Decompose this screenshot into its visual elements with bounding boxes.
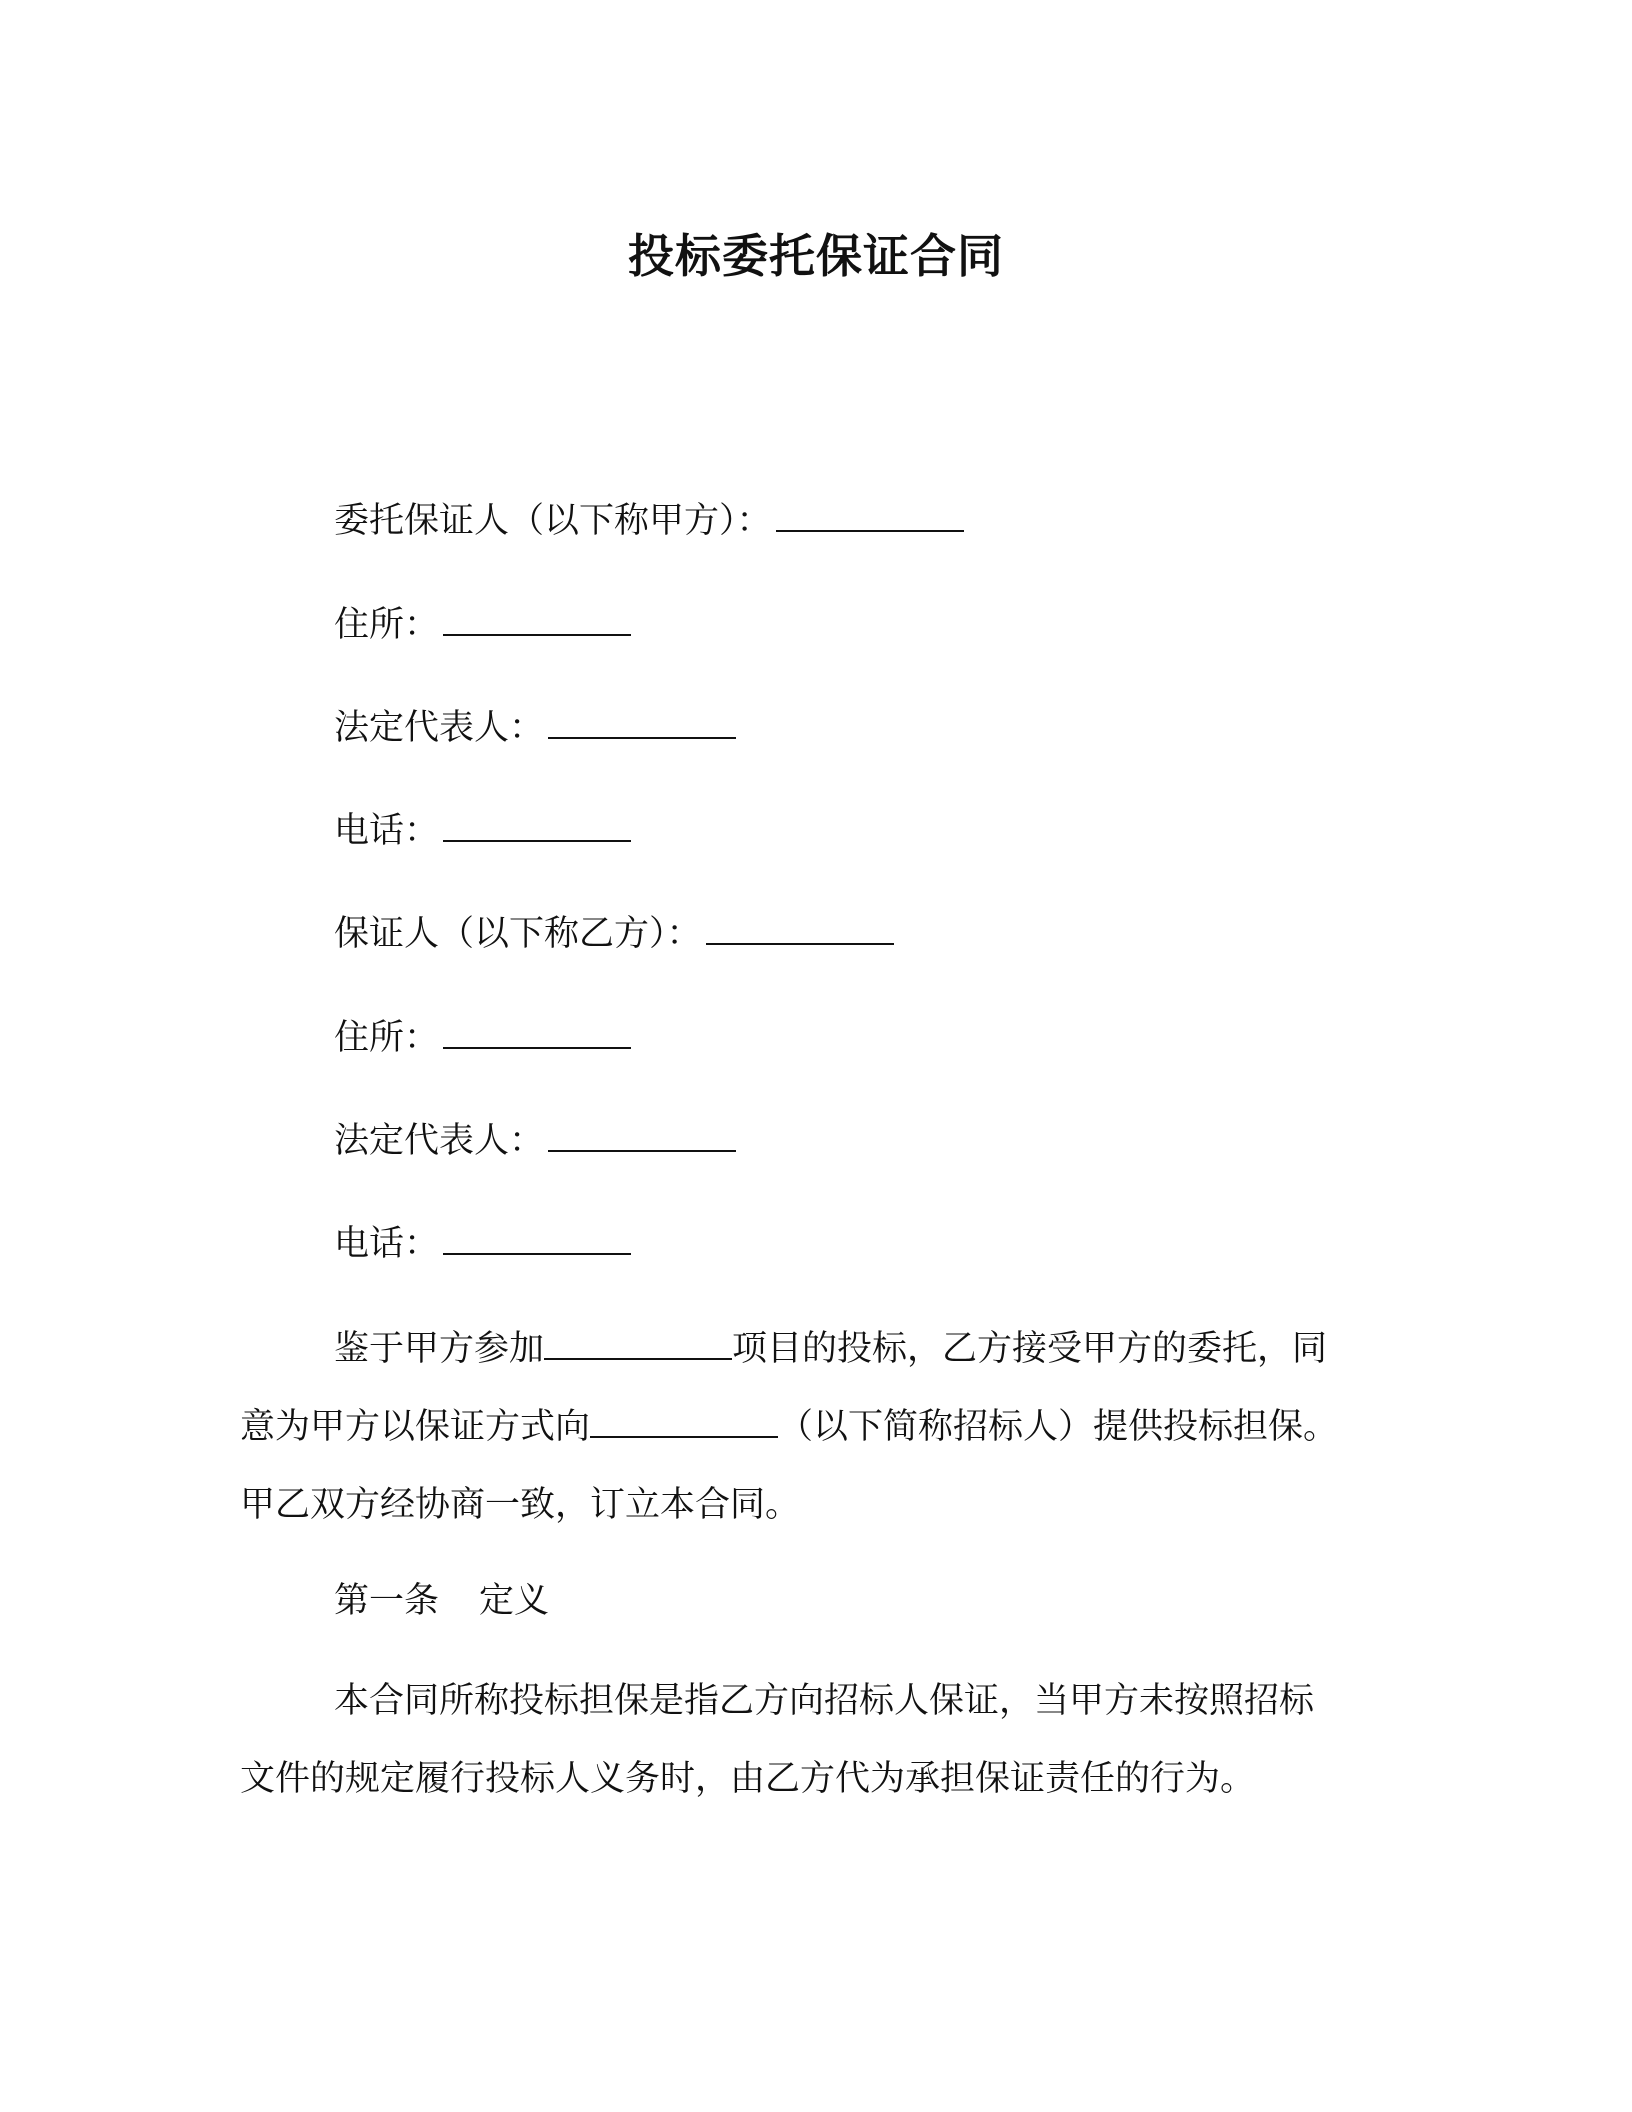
party-a-rep-field [334, 703, 736, 753]
party-b-phone-field [334, 1219, 631, 1269]
party-b-address-blank[interactable] [443, 1017, 631, 1049]
party-a-rep-label: 法定代表人： [334, 708, 545, 748]
preamble-text: （以下简称招标人）提供投标担保。 [778, 1407, 1339, 1447]
party-a-phone-label: 电话： [334, 811, 440, 851]
tenderer-blank[interactable] [590, 1406, 778, 1438]
party-a-label: 委托保证人（以下称甲方）： [334, 501, 772, 541]
preamble-line-3: 甲乙双方经协商一致，订立本合同。 [240, 1485, 801, 1525]
article-1-number: 第一条 [334, 1581, 440, 1621]
preamble-paragraph [240, 1310, 1380, 1544]
party-a-address-field [334, 600, 631, 650]
party-b-rep-blank[interactable] [548, 1120, 736, 1152]
article-1-heading [334, 1576, 549, 1626]
preamble-text: 鉴于甲方参加 [334, 1329, 545, 1369]
party-b-rep-label: 法定代表人： [334, 1121, 545, 1161]
document-title: 投标委托保证合同 [628, 229, 1004, 283]
party-b-field [334, 909, 894, 959]
article-1-paragraph [240, 1662, 1380, 1818]
party-b-label: 保证人（以下称乙方）： [334, 914, 702, 954]
party-a-field [334, 496, 964, 546]
article-1-line-2: 文件的规定履行投标人义务时，由乙方代为承担保证责任的行为。 [240, 1759, 1256, 1799]
party-b-address-label: 住所： [334, 1018, 440, 1058]
party-a-phone-blank[interactable] [443, 810, 631, 842]
party-a-blank[interactable] [776, 500, 964, 532]
party-b-phone-blank[interactable] [443, 1223, 631, 1255]
article-1-title: 定义 [479, 1581, 550, 1621]
preamble-text: 项目的投标，乙方接受甲方的委托，同 [732, 1329, 1328, 1369]
article-1-line-1: 本合同所称投标担保是指乙方向招标人保证，当甲方未按照招标 [334, 1681, 1315, 1721]
party-b-address-field [334, 1013, 631, 1063]
party-a-address-label: 住所： [334, 605, 440, 645]
party-a-address-blank[interactable] [443, 604, 631, 636]
party-b-phone-label: 电话： [334, 1224, 440, 1264]
project-blank[interactable] [544, 1328, 732, 1360]
preamble-line-2 [240, 1388, 1380, 1466]
party-a-rep-blank[interactable] [548, 707, 736, 739]
preamble-line-1 [240, 1310, 1380, 1388]
party-b-rep-field [334, 1116, 736, 1166]
party-a-phone-field [334, 806, 631, 856]
preamble-text: 意为甲方以保证方式向 [240, 1407, 591, 1447]
party-b-blank[interactable] [706, 913, 894, 945]
